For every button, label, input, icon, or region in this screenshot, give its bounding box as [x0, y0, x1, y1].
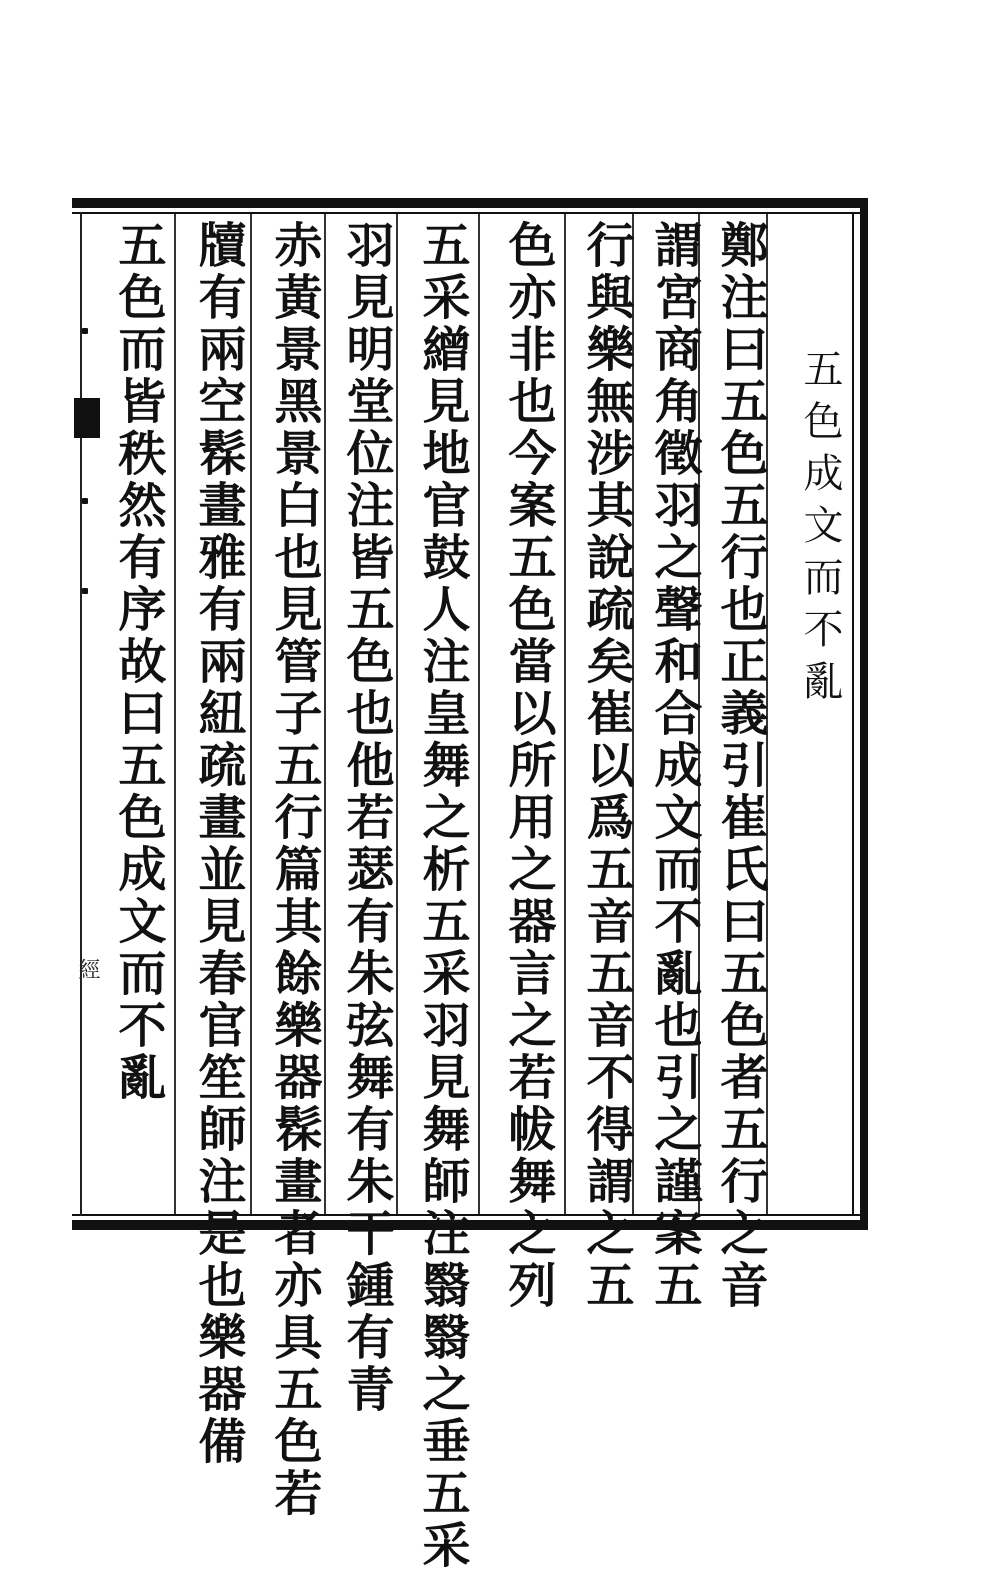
text-column: 鄭注曰五色五行也正義引崔氏曰五色者五行之音 [712, 220, 768, 1312]
text-column: 色亦非也今案五色當以所用之器言之若帗舞之列 [500, 220, 556, 1312]
text-column: 牘有兩空髹畫雅有兩紐疏畫並見春官笙師注是也樂器備 [190, 220, 246, 1468]
text-column: 羽見明堂位注皆五色也他若瑟有朱弦舞有朱干鍾有青 [338, 220, 394, 1416]
gutter-dot [82, 498, 88, 504]
text-column: 赤黃景黑景白也見管子五行篇其餘樂器髹畫者亦具五色若 [266, 220, 322, 1520]
margin-fragment: 經 [75, 958, 100, 980]
text-column: 五色而皆秩然有序故曰五色成文而不亂 [110, 220, 166, 1104]
right-border [860, 198, 868, 1230]
text-column: 謂宮商角徵羽之聲和合成文而不亂也引之謹案五 [646, 220, 702, 1312]
column-rule [478, 214, 480, 1214]
page-frame [72, 198, 868, 1572]
left-border [80, 212, 82, 1216]
column-rule [174, 214, 176, 1214]
text-column: 五采繒見地官鼓人注皇舞之析五采羽見舞師注翳翳之垂五采 [414, 220, 470, 1572]
top-inner-border [72, 212, 868, 214]
top-border [72, 198, 868, 208]
heading: 五色成文而不亂 [797, 348, 843, 712]
text-column: 行與樂無涉其說疏矣崔以爲五音五音不得謂之五 [578, 220, 634, 1312]
gutter-mark [74, 398, 100, 438]
column-rule [564, 214, 566, 1214]
gutter-dot [82, 588, 88, 594]
gutter-dot [82, 328, 88, 334]
